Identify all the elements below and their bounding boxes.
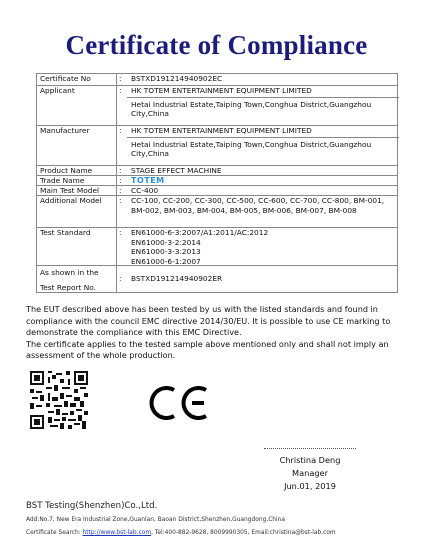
value-test-report-no: BSTXD191214940902ER (131, 274, 223, 283)
colon: : (119, 86, 122, 95)
row-applicant (37, 85, 397, 125)
ce-marking-icon (146, 383, 210, 423)
certificate-title: Certificate of Compliance (65, 30, 368, 60)
colon: : (119, 228, 122, 237)
value-manufacturer-name: HK TOTEM ENTERTAINMENT EQUIPMENT LIMITED (131, 126, 312, 135)
label-test-standard: Test Standard (40, 228, 91, 237)
label-applicant: Applicant (40, 86, 75, 95)
footer-address: Add:No.7, New Era Industrial Zone,Guanlan, Baoan District,Shenzhen,Guangdong,China (26, 517, 286, 523)
label-additional-model: Additional Model (40, 196, 102, 205)
row-additional-model (37, 195, 397, 227)
certificate-info-table (36, 73, 398, 293)
colon: : (119, 176, 122, 185)
value-product-name: STAGE EFFECT MACHINE (131, 166, 222, 175)
colon: : (119, 274, 122, 283)
label-trade-name: Trade Name (40, 176, 85, 185)
statement-paragraph-scope: The certificate applies to the tested sample above mentioned only and shall not imply an assessment of the whole production. (26, 338, 389, 361)
footer-website-link[interactable]: http://www.bst-lab.com (82, 530, 152, 536)
row-test-standard (37, 227, 397, 265)
signature-line (264, 448, 356, 449)
value-applicant-name: HK TOTEM ENTERTAINMENT EQUIPMENT LIMITED (131, 86, 312, 95)
colon: : (119, 196, 122, 205)
row-test-report-no (37, 265, 397, 294)
label-manufacturer: Manufacturer (40, 126, 90, 135)
colon: : (119, 166, 122, 175)
value-main-test-model: CC-400 (131, 186, 159, 195)
label-certificate-no: Certificate No (40, 74, 91, 83)
column-divider (116, 74, 117, 292)
label-main-test-model: Main Test Model (40, 186, 100, 195)
statement-paragraph-compliance: The EUT described above has been tested by us with the listed standards and found in compliance with the council EMC directive 2014/30/EU. It is possible to use CE marking to demonstrate the compliance with this EMC Directive. (26, 304, 391, 338)
value-standard-line: EN61000-6-3:2007/A1:2011/AC:2012 (131, 228, 269, 237)
footer-search-label: Certificate Search: (26, 530, 81, 536)
signatory-name: Christina Deng (279, 455, 341, 465)
signatory-role: Manager (292, 468, 328, 478)
value-applicant-address: Hetai Industrial Estate,Taiping Town,Conghua District,Guangzhou City,China (131, 99, 372, 119)
row-product-name (37, 165, 397, 175)
colon: : (119, 186, 122, 195)
label-test-report-no: Test Report No. (40, 283, 97, 292)
row-manufacturer (37, 125, 397, 165)
value-manufacturer-address: Hetai Industrial Estate,Taiping Town,Conghua District,Guangzhou City,China (131, 139, 372, 159)
row-main-test-model (37, 185, 397, 195)
footer-contact (26, 530, 336, 536)
value-standard-line: EN61000-6-1:2007 (131, 256, 201, 266)
row-certificate-no (37, 74, 397, 85)
certificate-date: Jun.01, 2019 (284, 481, 336, 491)
colon: : (119, 74, 122, 83)
value-trade-name-logo: TOTEM (131, 176, 165, 185)
value-additional-model: CC-100, CC-200, CC-300, CC-500, CC-600, CC-700, CC-800, BM-001, BM-002, BM-003, BM-004, BM-005, BM-006, BM-007, BM-008 (131, 196, 385, 215)
row-trade-name (37, 175, 397, 185)
footer-company-name: BST Testing(Shenzhen)Co.,Ltd. (26, 501, 158, 511)
qr-code-icon (30, 371, 88, 429)
colon: : (119, 126, 122, 135)
value-standard-line: EN61000-3-2:2014 (131, 237, 201, 247)
value-standard-line: EN61000-3-3:2013 (131, 247, 201, 257)
label-as-shown-in: As shown in the (40, 268, 99, 277)
footer-contact-info: , Tel:400-882-9628, 8009990305, Email:christina@bst-lab.com (151, 530, 336, 536)
value-certificate-no: BSTXD191214940902EC (131, 74, 223, 83)
certificate-statement (26, 304, 406, 362)
label-product-name: Product Name (40, 166, 93, 175)
